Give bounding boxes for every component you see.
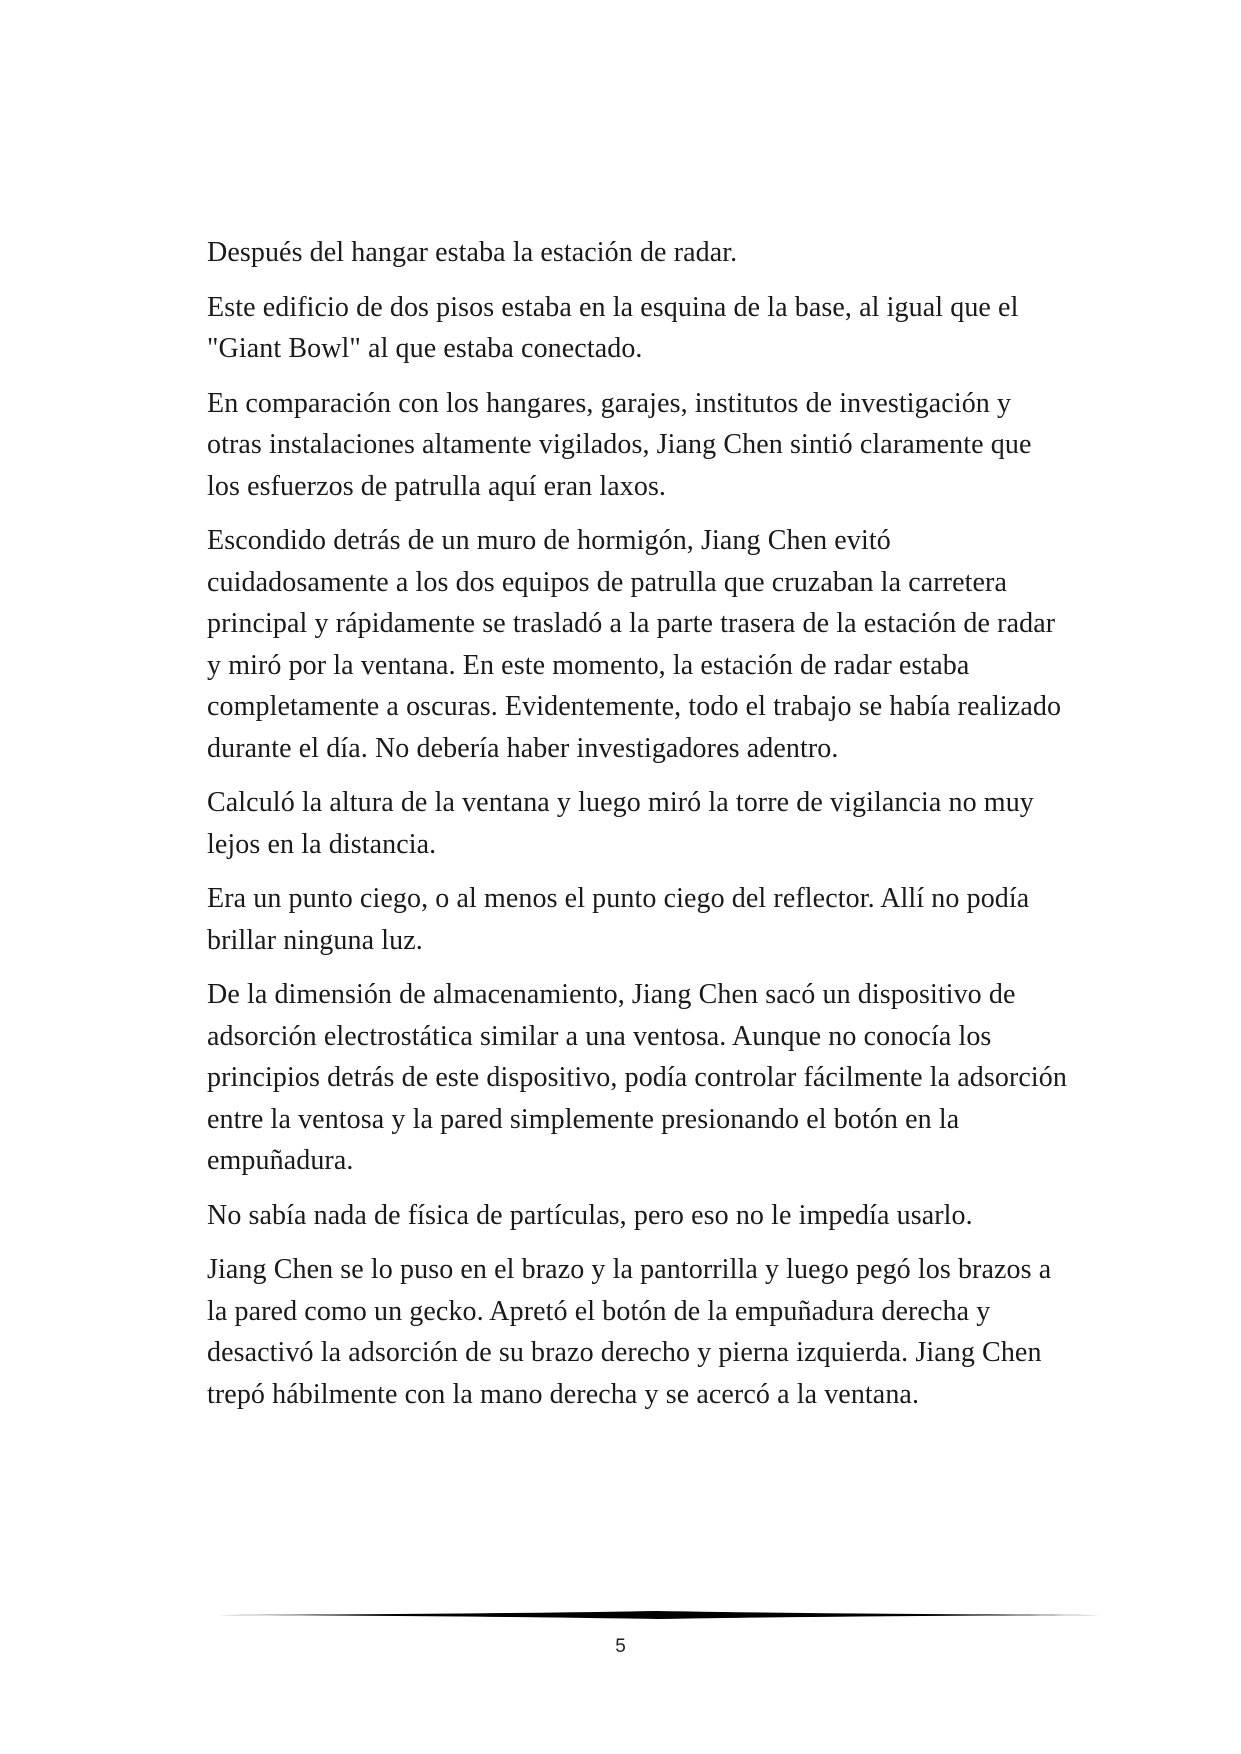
paragraph: De la dimensión de almacenamiento, Jiang Chen sacó un dispositivo de adsorción electrostática similar a una ventosa. Aunque no conocía los principios detrás de este dispositivo, podía controlar fácilmente la adsorción entre la ventosa y la pared simplemente presionando el botón en la empuñadura.	[207, 979, 1067, 1176]
paragraph: Calculó la altura de la ventana y luego miró la torre de vigilancia no muy lejos en la distancia.	[207, 787, 1034, 860]
body-text	[207, 232, 1069, 1428]
footer-divider	[207, 1608, 1110, 1622]
paragraph: Este edificio de dos pisos estaba en la esquina de la base, al igual que el "Giant Bowl" al que estaba conectado.	[207, 291, 1019, 364]
paragraph: Después del hangar estaba la estación de radar.	[207, 237, 738, 268]
paragraph: Era un punto ciego, o al menos el punto ciego del reflector. Allí no podía brillar ninguna luz.	[207, 883, 1030, 956]
paragraph: No sabía nada de física de partículas, pero eso no le impedía usarlo.	[207, 1199, 973, 1231]
paragraph: Escondido detrás de un muro de hormigón, Jiang Chen evitó cuidadosamente a los dos equipos de patrulla que cruzaban la carretera principal y rápidamente se trasladó a la parte trasera de la estación de radar y miró por la ventana. En este momento, la estación de radar estaba completamente a oscuras. Evidentemente, todo el trabajo se había realizado durante el día. No debería haber investigadores adentro.	[207, 525, 1062, 764]
paragraph: Jiang Chen se lo puso en el brazo y la pantorrilla y luego pegó los brazos a la pared como un gecko. Apretó el botón de la empuñadura derecha y desactivó la adsorción de su brazo derecho y pierna izquierda. Jiang Chen trepó hábilmente con la mano derecha y se acercó a la ventana.	[207, 1254, 1052, 1410]
page-number: 5	[615, 1636, 626, 1657]
paragraph: En comparación con los hangares, garajes, institutos de investigación y otras instalaciones altamente vigilados, Jiang Chen sintió claramente que los esfuerzos de patrulla aquí eran laxos.	[207, 387, 1032, 502]
